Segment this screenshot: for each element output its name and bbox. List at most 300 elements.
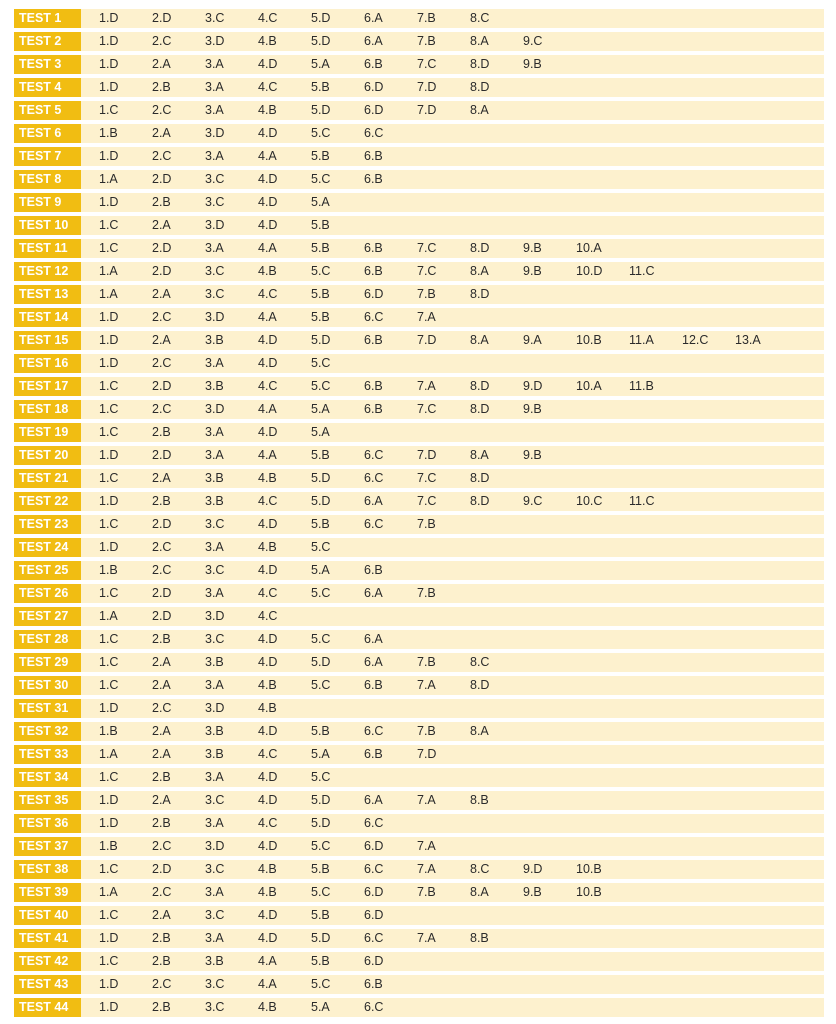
answer-cell: 5.C <box>311 540 331 554</box>
answer-cell: 10.D <box>576 264 603 278</box>
answer-cell: 4.D <box>258 839 278 853</box>
answer-cell: 4.D <box>258 218 278 232</box>
answer-cell: 3.C <box>205 287 225 301</box>
table-row <box>14 607 824 626</box>
answer-cell: 4.B <box>258 678 277 692</box>
answer-cell: 9.D <box>523 379 543 393</box>
table-row <box>14 561 824 580</box>
answer-cell: 1.C <box>99 678 119 692</box>
answer-cell: 6.A <box>364 655 383 669</box>
table-row <box>14 722 824 741</box>
answer-cell: 4.D <box>258 908 278 922</box>
answer-cell: 3.C <box>205 517 225 531</box>
answer-cell: 7.B <box>417 586 436 600</box>
answer-cell: 9.B <box>523 57 542 71</box>
answer-cell: 3.B <box>205 379 224 393</box>
answer-cell: 5.B <box>311 517 330 531</box>
answer-cell: 1.D <box>99 1000 119 1014</box>
answer-cell: 1.C <box>99 770 119 784</box>
answer-cell: 2.B <box>152 494 171 508</box>
answer-cell: 6.B <box>364 977 383 991</box>
answer-cell: 6.B <box>364 149 383 163</box>
answer-cell: 5.B <box>311 310 330 324</box>
answer-cell: 5.C <box>311 356 331 370</box>
answer-cell: 3.A <box>205 885 224 899</box>
answer-cell: 3.A <box>205 57 224 71</box>
table-row <box>14 147 824 166</box>
answer-cell: 2.A <box>152 471 171 485</box>
answer-cell: 9.C <box>523 34 543 48</box>
table-row <box>14 630 824 649</box>
answer-cell: 1.C <box>99 862 119 876</box>
answer-cell: 4.C <box>258 379 278 393</box>
answer-cell: 6.D <box>364 954 384 968</box>
answer-cell: 8.B <box>470 931 489 945</box>
answer-cell: 8.A <box>470 333 489 347</box>
answer-cell: 9.C <box>523 494 543 508</box>
test-label: TEST 6 <box>14 124 81 143</box>
answer-cell: 3.C <box>205 632 225 646</box>
test-label: TEST 18 <box>14 400 81 419</box>
test-label: TEST 34 <box>14 768 81 787</box>
answer-cell: 1.A <box>99 747 118 761</box>
answer-cell: 4.A <box>258 977 277 991</box>
answer-cell: 2.D <box>152 862 172 876</box>
answer-cell: 5.A <box>311 425 330 439</box>
test-label: TEST 10 <box>14 216 81 235</box>
answer-cell: 1.C <box>99 586 119 600</box>
table-row <box>14 55 824 74</box>
answer-cell: 4.D <box>258 931 278 945</box>
answer-cell: 5.D <box>311 333 331 347</box>
answer-cell: 2.B <box>152 931 171 945</box>
answer-cell: 4.B <box>258 34 277 48</box>
test-label: TEST 27 <box>14 607 81 626</box>
answer-cell: 1.B <box>99 126 118 140</box>
answer-cell: 7.A <box>417 839 436 853</box>
answer-cell: 10.B <box>576 862 602 876</box>
answer-cell: 1.D <box>99 494 119 508</box>
answer-cell: 5.D <box>311 11 331 25</box>
answer-cell: 4.D <box>258 172 278 186</box>
answer-cell: 7.D <box>417 103 437 117</box>
table-row <box>14 354 824 373</box>
answer-cell: 8.D <box>470 287 490 301</box>
answer-cell: 7.C <box>417 57 437 71</box>
answer-cell: 3.A <box>205 103 224 117</box>
answer-cell: 6.B <box>364 333 383 347</box>
answer-cell: 3.A <box>205 241 224 255</box>
table-row <box>14 538 824 557</box>
table-row <box>14 423 824 442</box>
answer-cell: 4.D <box>258 563 278 577</box>
test-label: TEST 5 <box>14 101 81 120</box>
answer-cell: 1.C <box>99 954 119 968</box>
answer-cell: 6.B <box>364 57 383 71</box>
answer-cell: 6.B <box>364 241 383 255</box>
answer-cell: 2.B <box>152 425 171 439</box>
answer-cell: 2.A <box>152 747 171 761</box>
answer-cell: 7.B <box>417 724 436 738</box>
answer-cell: 4.D <box>258 724 278 738</box>
answer-cell: 11.A <box>629 333 654 347</box>
test-label: TEST 1 <box>14 9 81 28</box>
answer-cell: 9.B <box>523 448 542 462</box>
table-row <box>14 285 824 304</box>
answer-cell: 1.D <box>99 540 119 554</box>
answer-cell: 8.D <box>470 57 490 71</box>
answer-cell: 3.C <box>205 264 225 278</box>
test-label: TEST 17 <box>14 377 81 396</box>
test-label: TEST 9 <box>14 193 81 212</box>
answer-cell: 3.D <box>205 839 225 853</box>
answer-cell: 1.D <box>99 977 119 991</box>
answer-cell: 8.A <box>470 448 489 462</box>
answer-cell: 4.D <box>258 770 278 784</box>
answer-cell: 8.A <box>470 34 489 48</box>
answer-cell: 5.D <box>311 34 331 48</box>
answer-cell: 3.B <box>205 494 224 508</box>
answer-cell: 2.A <box>152 655 171 669</box>
table-row <box>14 584 824 603</box>
answer-cell: 3.D <box>205 126 225 140</box>
test-label: TEST 21 <box>14 469 81 488</box>
answer-cell: 6.C <box>364 724 384 738</box>
answer-cell: 4.B <box>258 1000 277 1014</box>
test-label: TEST 36 <box>14 814 81 833</box>
answer-cell: 6.D <box>364 103 384 117</box>
test-label: TEST 44 <box>14 998 81 1017</box>
answer-cell: 12.C <box>682 333 709 347</box>
answer-cell: 2.C <box>152 885 172 899</box>
answer-cell: 2.D <box>152 586 172 600</box>
answer-cell: 3.C <box>205 862 225 876</box>
answer-cell: 2.D <box>152 379 172 393</box>
test-label: TEST 7 <box>14 147 81 166</box>
answer-cell: 5.B <box>311 241 330 255</box>
answer-cell: 6.A <box>364 586 383 600</box>
answer-cell: 2.D <box>152 241 172 255</box>
answer-cell: 6.D <box>364 287 384 301</box>
answer-cell: 1.C <box>99 632 119 646</box>
answer-cell: 6.D <box>364 885 384 899</box>
answer-cell: 3.D <box>205 34 225 48</box>
answer-cell: 2.C <box>152 310 172 324</box>
answer-cell: 6.A <box>364 34 383 48</box>
answer-cell: 1.C <box>99 402 119 416</box>
table-row <box>14 952 824 971</box>
table-row <box>14 998 824 1017</box>
answer-cell: 9.A <box>523 333 542 347</box>
answer-cell: 4.D <box>258 517 278 531</box>
answer-cell: 7.A <box>417 931 436 945</box>
answer-cell: 1.B <box>99 724 118 738</box>
answer-cell: 3.A <box>205 425 224 439</box>
answer-cell: 10.A <box>576 379 602 393</box>
answer-cell: 1.A <box>99 885 118 899</box>
answer-cell: 6.B <box>364 264 383 278</box>
answer-cell: 10.C <box>576 494 603 508</box>
table-row <box>14 308 824 327</box>
answer-cell: 10.B <box>576 885 602 899</box>
answer-cell: 6.C <box>364 471 384 485</box>
answer-cell: 3.C <box>205 563 225 577</box>
answer-cell: 6.C <box>364 517 384 531</box>
test-label: TEST 26 <box>14 584 81 603</box>
answer-cell: 1.C <box>99 218 119 232</box>
answer-cell: 4.D <box>258 126 278 140</box>
answer-cell: 6.C <box>364 448 384 462</box>
answer-cell: 7.B <box>417 34 436 48</box>
answer-cell: 1.D <box>99 793 119 807</box>
table-row <box>14 883 824 902</box>
table-row <box>14 814 824 833</box>
answer-cell: 2.A <box>152 287 171 301</box>
table-row <box>14 906 824 925</box>
table-row <box>14 469 824 488</box>
answer-cell: 2.D <box>152 517 172 531</box>
answer-cell: 7.D <box>417 448 437 462</box>
test-label: TEST 24 <box>14 538 81 557</box>
table-row <box>14 653 824 672</box>
answer-cell: 7.D <box>417 747 437 761</box>
answer-cell: 3.A <box>205 586 224 600</box>
answer-cell: 6.C <box>364 816 384 830</box>
answer-cell: 1.C <box>99 379 119 393</box>
answer-cell: 2.A <box>152 333 171 347</box>
answer-cell: 4.C <box>258 494 278 508</box>
answer-cell: 2.D <box>152 172 172 186</box>
answer-cell: 7.C <box>417 241 437 255</box>
answer-cell: 6.A <box>364 494 383 508</box>
answer-cell: 9.B <box>523 241 542 255</box>
answer-cell: 1.D <box>99 80 119 94</box>
table-row <box>14 377 824 396</box>
test-label: TEST 13 <box>14 285 81 304</box>
answer-cell: 5.B <box>311 862 330 876</box>
test-label: TEST 38 <box>14 860 81 879</box>
answer-cell: 2.B <box>152 954 171 968</box>
answer-cell: 5.C <box>311 885 331 899</box>
answer-cell: 7.B <box>417 517 436 531</box>
answer-cell: 1.D <box>99 931 119 945</box>
answer-cell: 5.B <box>311 954 330 968</box>
answer-cell: 1.D <box>99 310 119 324</box>
answer-cell: 3.C <box>205 195 225 209</box>
table-row <box>14 676 824 695</box>
answer-cell: 2.D <box>152 448 172 462</box>
answer-cell: 5.B <box>311 287 330 301</box>
answer-cell: 2.D <box>152 264 172 278</box>
answer-cell: 6.A <box>364 11 383 25</box>
answer-cell: 1.A <box>99 287 118 301</box>
answer-cell: 3.B <box>205 724 224 738</box>
answer-cell: 4.B <box>258 103 277 117</box>
table-row <box>14 768 824 787</box>
answer-cell: 2.B <box>152 770 171 784</box>
answer-cell: 4.A <box>258 310 277 324</box>
answer-cell: 7.B <box>417 11 436 25</box>
answer-cell: 5.C <box>311 379 331 393</box>
answer-cell: 2.C <box>152 34 172 48</box>
answer-cell: 1.D <box>99 448 119 462</box>
answer-cell: 4.D <box>258 356 278 370</box>
answer-cell: 2.A <box>152 678 171 692</box>
answer-cell: 5.D <box>311 655 331 669</box>
answer-cell: 4.A <box>258 448 277 462</box>
answer-cell: 1.C <box>99 425 119 439</box>
answer-cell: 2.C <box>152 149 172 163</box>
answer-cell: 5.D <box>311 931 331 945</box>
test-label: TEST 28 <box>14 630 81 649</box>
answer-cell: 5.B <box>311 80 330 94</box>
test-label: TEST 4 <box>14 78 81 97</box>
test-label: TEST 31 <box>14 699 81 718</box>
answer-cell: 13.A <box>735 333 761 347</box>
test-label: TEST 2 <box>14 32 81 51</box>
answer-cell: 2.A <box>152 218 171 232</box>
answer-cell: 5.C <box>311 172 331 186</box>
answer-cell: 1.D <box>99 149 119 163</box>
table-row <box>14 515 824 534</box>
answer-cell: 6.A <box>364 793 383 807</box>
test-label: TEST 39 <box>14 883 81 902</box>
answer-cell: 5.B <box>311 218 330 232</box>
answer-cell: 6.B <box>364 678 383 692</box>
answer-cell: 4.C <box>258 747 278 761</box>
answer-cell: 5.A <box>311 747 330 761</box>
answer-cell: 4.C <box>258 586 278 600</box>
answer-cell: 3.A <box>205 770 224 784</box>
answer-cell: 2.C <box>152 839 172 853</box>
answer-cell: 7.C <box>417 494 437 508</box>
table-row <box>14 791 824 810</box>
answer-cell: 5.A <box>311 402 330 416</box>
answer-cell: 1.D <box>99 57 119 71</box>
answer-cell: 3.B <box>205 471 224 485</box>
answer-cell: 1.C <box>99 517 119 531</box>
test-label: TEST 12 <box>14 262 81 281</box>
answer-cell: 5.C <box>311 839 331 853</box>
answer-cell: 7.D <box>417 333 437 347</box>
answer-cell: 6.C <box>364 862 384 876</box>
answer-cell: 5.B <box>311 908 330 922</box>
table-row <box>14 216 824 235</box>
answer-cell: 7.C <box>417 471 437 485</box>
table-row <box>14 9 824 28</box>
answer-cell: 1.D <box>99 816 119 830</box>
answer-cell: 3.A <box>205 816 224 830</box>
test-label: TEST 23 <box>14 515 81 534</box>
answer-cell: 5.C <box>311 770 331 784</box>
answer-cell: 4.D <box>258 655 278 669</box>
answer-cell: 11.B <box>629 379 654 393</box>
answer-cell: 5.D <box>311 494 331 508</box>
test-label: TEST 32 <box>14 722 81 741</box>
answer-cell: 1.D <box>99 11 119 25</box>
answer-cell: 8.D <box>470 494 490 508</box>
answer-cell: 8.D <box>470 402 490 416</box>
answer-cell: 2.C <box>152 977 172 991</box>
answer-cell: 4.B <box>258 264 277 278</box>
answer-cell: 2.B <box>152 816 171 830</box>
test-label: TEST 11 <box>14 239 81 258</box>
test-label: TEST 19 <box>14 423 81 442</box>
answer-cell: 2.A <box>152 724 171 738</box>
test-label: TEST 20 <box>14 446 81 465</box>
answer-cell: 4.A <box>258 241 277 255</box>
answer-cell: 7.A <box>417 379 436 393</box>
answer-cell: 4.C <box>258 80 278 94</box>
test-label: TEST 41 <box>14 929 81 948</box>
test-label: TEST 15 <box>14 331 81 350</box>
answer-cell: 6.C <box>364 1000 384 1014</box>
table-row <box>14 239 824 258</box>
table-row <box>14 124 824 143</box>
answer-cell: 5.C <box>311 264 331 278</box>
answer-cell: 5.C <box>311 586 331 600</box>
answer-cell: 8.B <box>470 793 489 807</box>
answer-cell: 4.C <box>258 287 278 301</box>
answer-cell: 7.B <box>417 287 436 301</box>
answer-cell: 1.D <box>99 356 119 370</box>
table-row <box>14 745 824 764</box>
answer-cell: 3.A <box>205 356 224 370</box>
answer-cell: 7.A <box>417 310 436 324</box>
answer-cell: 9.B <box>523 264 542 278</box>
answer-cell: 1.C <box>99 655 119 669</box>
test-label: TEST 33 <box>14 745 81 764</box>
test-label: TEST 40 <box>14 906 81 925</box>
answer-cell: 1.B <box>99 563 118 577</box>
answer-cell: 7.D <box>417 80 437 94</box>
answer-cell: 9.B <box>523 885 542 899</box>
answer-cell: 1.B <box>99 839 118 853</box>
test-label: TEST 30 <box>14 676 81 695</box>
answer-cell: 6.B <box>364 379 383 393</box>
answer-cell: 4.D <box>258 425 278 439</box>
answer-cell: 4.C <box>258 816 278 830</box>
answer-cell: 10.B <box>576 333 602 347</box>
answer-cell: 4.A <box>258 149 277 163</box>
test-label: TEST 42 <box>14 952 81 971</box>
answer-cell: 3.B <box>205 954 224 968</box>
answer-cell: 3.A <box>205 540 224 554</box>
answer-cell: 8.A <box>470 264 489 278</box>
answer-cell: 5.C <box>311 126 331 140</box>
table-row <box>14 699 824 718</box>
table-row <box>14 170 824 189</box>
answer-cell: 3.B <box>205 333 224 347</box>
answer-cell: 3.C <box>205 172 225 186</box>
answer-cell: 4.B <box>258 471 277 485</box>
answer-cell: 6.B <box>364 747 383 761</box>
answer-cell: 7.A <box>417 678 436 692</box>
test-label: TEST 22 <box>14 492 81 511</box>
table-row <box>14 101 824 120</box>
answer-cell: 6.B <box>364 172 383 186</box>
answer-cell: 2.A <box>152 793 171 807</box>
table-row <box>14 929 824 948</box>
answer-cell: 6.D <box>364 908 384 922</box>
table-row <box>14 975 824 994</box>
answer-cell: 5.A <box>311 1000 330 1014</box>
answer-cell: 1.C <box>99 908 119 922</box>
answer-cell: 10.A <box>576 241 602 255</box>
answer-cell: 4.D <box>258 333 278 347</box>
answer-cell: 3.B <box>205 747 224 761</box>
answer-cell: 5.A <box>311 57 330 71</box>
